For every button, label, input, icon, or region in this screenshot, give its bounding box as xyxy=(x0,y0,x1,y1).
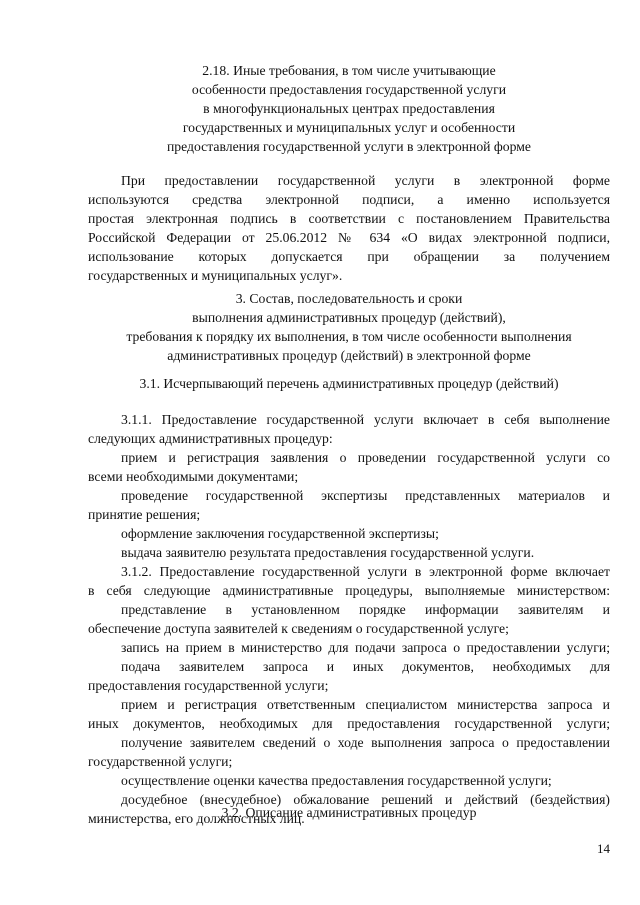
paragraph-line: Российской Федерации от 25.06.2012 № 634 «О видах электронной подписи, xyxy=(88,230,610,245)
page-number: 14 xyxy=(597,841,610,856)
body-line: досудебное (внесудебное) обжалование решений и действий (бездействия) xyxy=(121,792,610,807)
body-line: прием и регистрация заявления о проведении государственной услуги со xyxy=(121,450,610,465)
body-line: предоставления государственной услуги; xyxy=(88,678,329,693)
heading-line: 3.1. Исчерпывающий перечень административных процедур (действий) xyxy=(139,376,559,391)
section-3-1-heading xyxy=(88,374,610,393)
body-line: министерства, его должностных лиц. xyxy=(88,811,305,826)
paragraph-line: используются средства электронной подписи, а именно используется xyxy=(88,192,610,207)
section-3-heading xyxy=(88,289,610,365)
body-line: всеми необходимыми документами; xyxy=(88,469,299,484)
heading-line: особенности предоставления государственной услуги xyxy=(191,82,507,97)
body-line: подача заявителем запроса и иных документов, необходимых для xyxy=(121,659,610,674)
section-2-18-paragraph xyxy=(88,171,610,285)
heading-line: 3. Состав, последовательность и сроки xyxy=(235,291,463,306)
body-line: 3.1.1. Предоставление государственной услуги включает в себя выполнение xyxy=(121,412,610,427)
paragraph-line: использование которых допускается при обращении за получением xyxy=(88,249,610,264)
heading-line: выполнения административных процедур (действий), xyxy=(192,310,506,325)
heading-line: административных процедур (действий) в электронной форме xyxy=(167,348,531,363)
heading-line: 2.18. Иные требования, в том числе учитывающие xyxy=(202,63,496,78)
paragraph-line: государственных и муниципальных услуг». xyxy=(88,268,343,283)
paragraph-line: При предоставлении государственной услуги в электронной форме xyxy=(121,173,610,188)
body-line: получение заявителем сведений о ходе выполнения запроса о предоставлении xyxy=(121,735,610,750)
body-line: следующих административных процедур: xyxy=(88,431,333,446)
body-line: прием и регистрация ответственным специалистом министерства запроса и xyxy=(121,697,610,712)
section-3-2-heading xyxy=(88,803,610,822)
body-line: представление в установленном порядке информации заявителям и xyxy=(121,602,610,617)
body-line: выдача заявителю результата предоставления государственной услуги. xyxy=(121,545,535,560)
body-line: обеспечение доступа заявителей к сведениям о государственной услуге; xyxy=(88,621,509,636)
heading-line: предоставления государственной услуги в электронной форме xyxy=(166,139,532,154)
paragraph-line: простая электронная подпись в соответствии с постановлением Правительства xyxy=(88,211,610,226)
section-2-18-heading xyxy=(88,61,610,156)
body-line: 3.1.2. Предоставление государственной услуги в электронной форме включает xyxy=(121,564,610,579)
body-line: осуществление оценки качества предоставления государственной услуги; xyxy=(121,773,552,788)
body-line: оформление заключения государственной экспертизы; xyxy=(121,526,439,541)
heading-line: государственных и муниципальных услуг и особенности xyxy=(182,120,516,135)
body-line: в себя следующие административные процедуры, выполняемые министерством: xyxy=(88,583,610,598)
body-line: запись на прием в министерство для подачи запроса о предоставлении услуги; xyxy=(121,640,610,655)
body-line: иных документов, необходимых для предоставления государственной услуги; xyxy=(88,716,610,731)
body-line: государственной услуги; xyxy=(88,754,233,769)
body-line: принятие решения; xyxy=(88,507,201,522)
heading-line: 3.2. Описание административных процедур xyxy=(221,805,477,820)
heading-line: требования к порядку их выполнения, в том числе особенности выполнения xyxy=(126,329,572,344)
body-line: проведение государственной экспертизы представленных материалов и xyxy=(121,488,610,503)
heading-line: в многофункциональных центрах предоставления xyxy=(203,101,495,116)
section-3-1-body xyxy=(88,410,610,828)
